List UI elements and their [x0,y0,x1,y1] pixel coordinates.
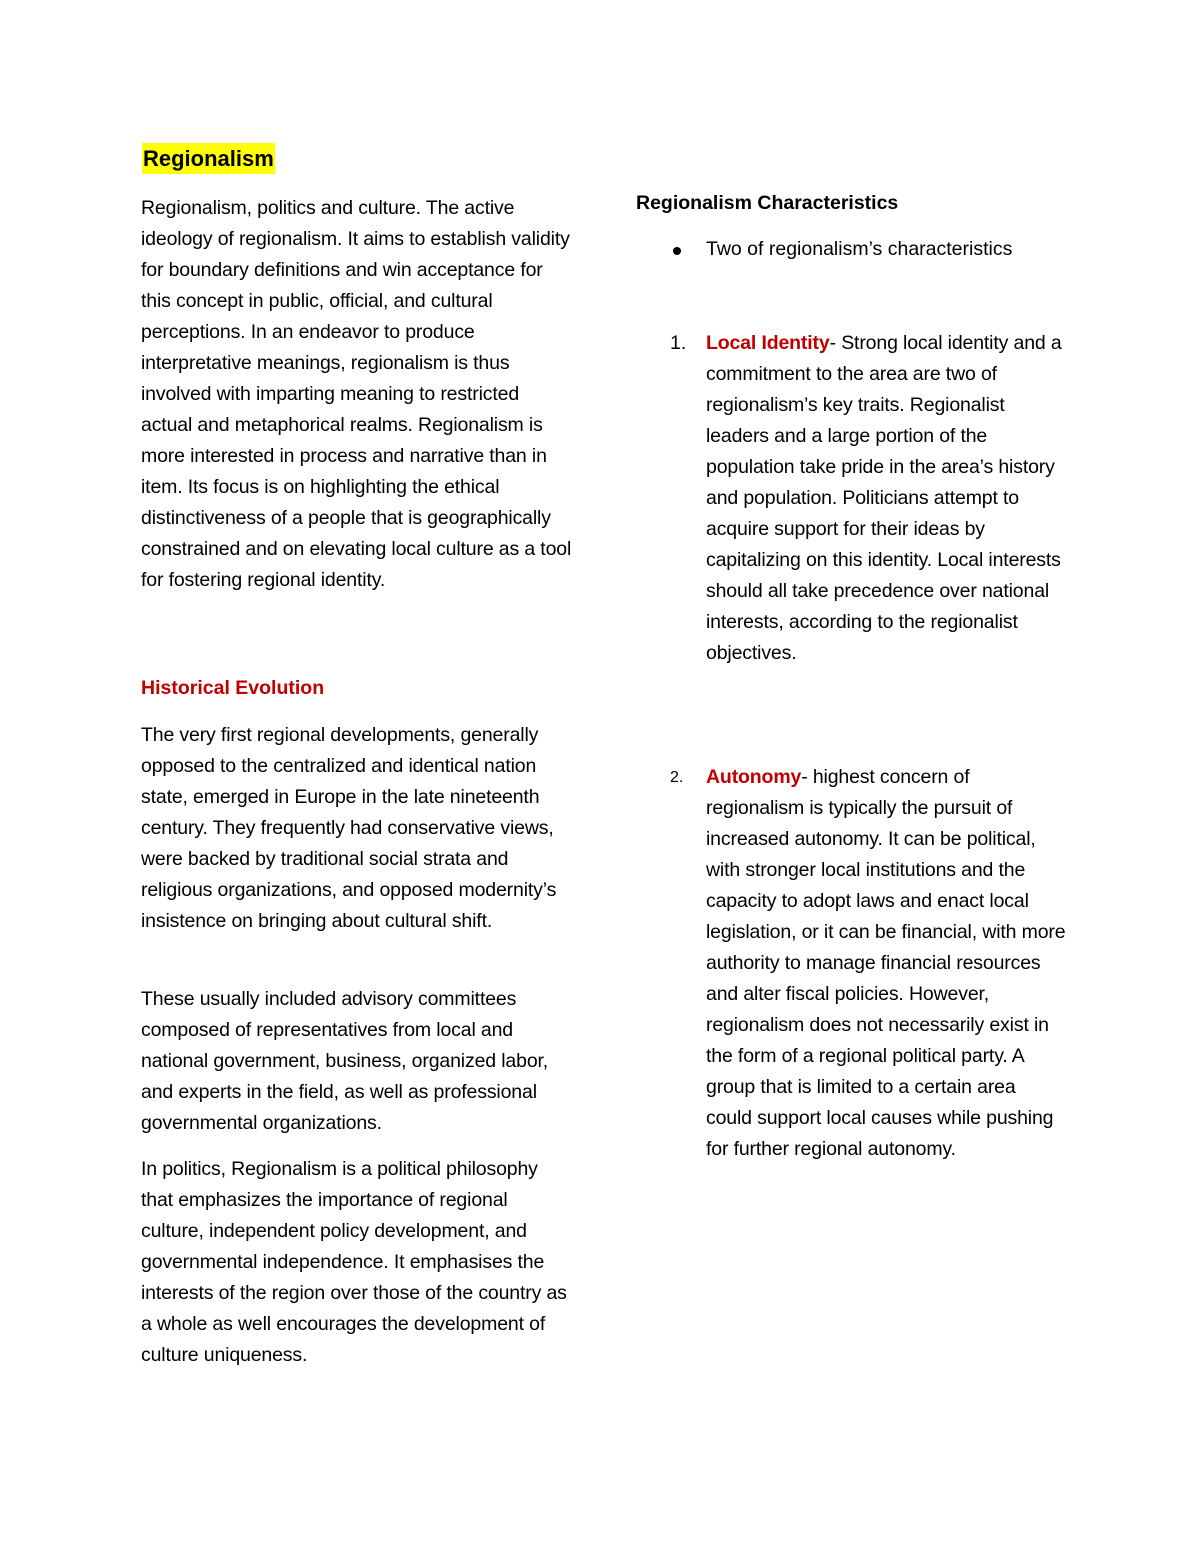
item-term: Autonomy [706,766,802,788]
item-number: 2. [670,769,684,786]
historical-paragraph-1: The very first regional developments, generally opposed to the centralized and identical nation state, emerged in Europe in the late nineteenth century. They frequently had conservative views, were backed by traditional social strata and religious organizations, and opposed modernity’s insistence on bringing about cultural shift. [141,724,557,932]
bullet-icon [673,247,681,255]
item-text: - Strong local identity and a commitment to the area are two of regionalism’s key traits. Regionalist leaders and a large portion of the population take pride in the area’s history and population. Politicians attempt to acquire support for their ideas by capitalizing on this identity. Local interests should all take precedence over national interests, according to the regionalist objectives. [706,332,1062,664]
intro-paragraph: Regionalism, politics and culture. The active ideology of regionalism. It aims to establish validity for boundary definitions and win acceptance for this concept in public, official, and cultural perceptions. In an endeavor to produce interpretative meanings, regionalism is thus involved with imparting meaning to restricted actual and metaphorical realms. Regionalism is more interested in process and narrative than in item. Its focus is on highlighting the ethical distinctiveness of a people that is geographically constrained and on elevating local culture as a tool for fostering regional identity. [141,197,572,591]
item-text: - highest concern of regionalism is typically the pursuit of increased autonomy. It can be political, with stronger local institutions and the capacity to adopt laws and enact local legislation, or it can be financial, with more authority to manage financial resources and alter fiscal policies. However, regionalism does not necessarily exist in the form of a regional political party. A group that is limited to a certain area could support local causes while pushing for further regional autonomy. [706,766,1066,1160]
historical-evolution-heading: Historical Evolution [141,677,325,699]
item-term: Local Identity [706,332,830,354]
historical-paragraph-3: In politics, Regionalism is a political philosophy that emphasizes the importance of regional culture, independent policy development, and governmental independence. It emphasises the interests of the region over those of the country as a whole as well encourages the development of culture uniqueness. [141,1158,567,1366]
bullet-text: Two of regionalism’s characteristics [706,238,1013,260]
characteristics-heading: Regionalism Characteristics [636,192,899,214]
item-body [706,762,1066,1165]
item-body [706,328,1066,669]
document-title-text: Regionalism [142,143,275,174]
item-number: 1. [670,332,687,354]
historical-paragraph-2: These usually included advisory committees composed of representatives from local and national government, business, organized labor, and experts in the field, as well as professional governmental organizations. [141,988,549,1134]
